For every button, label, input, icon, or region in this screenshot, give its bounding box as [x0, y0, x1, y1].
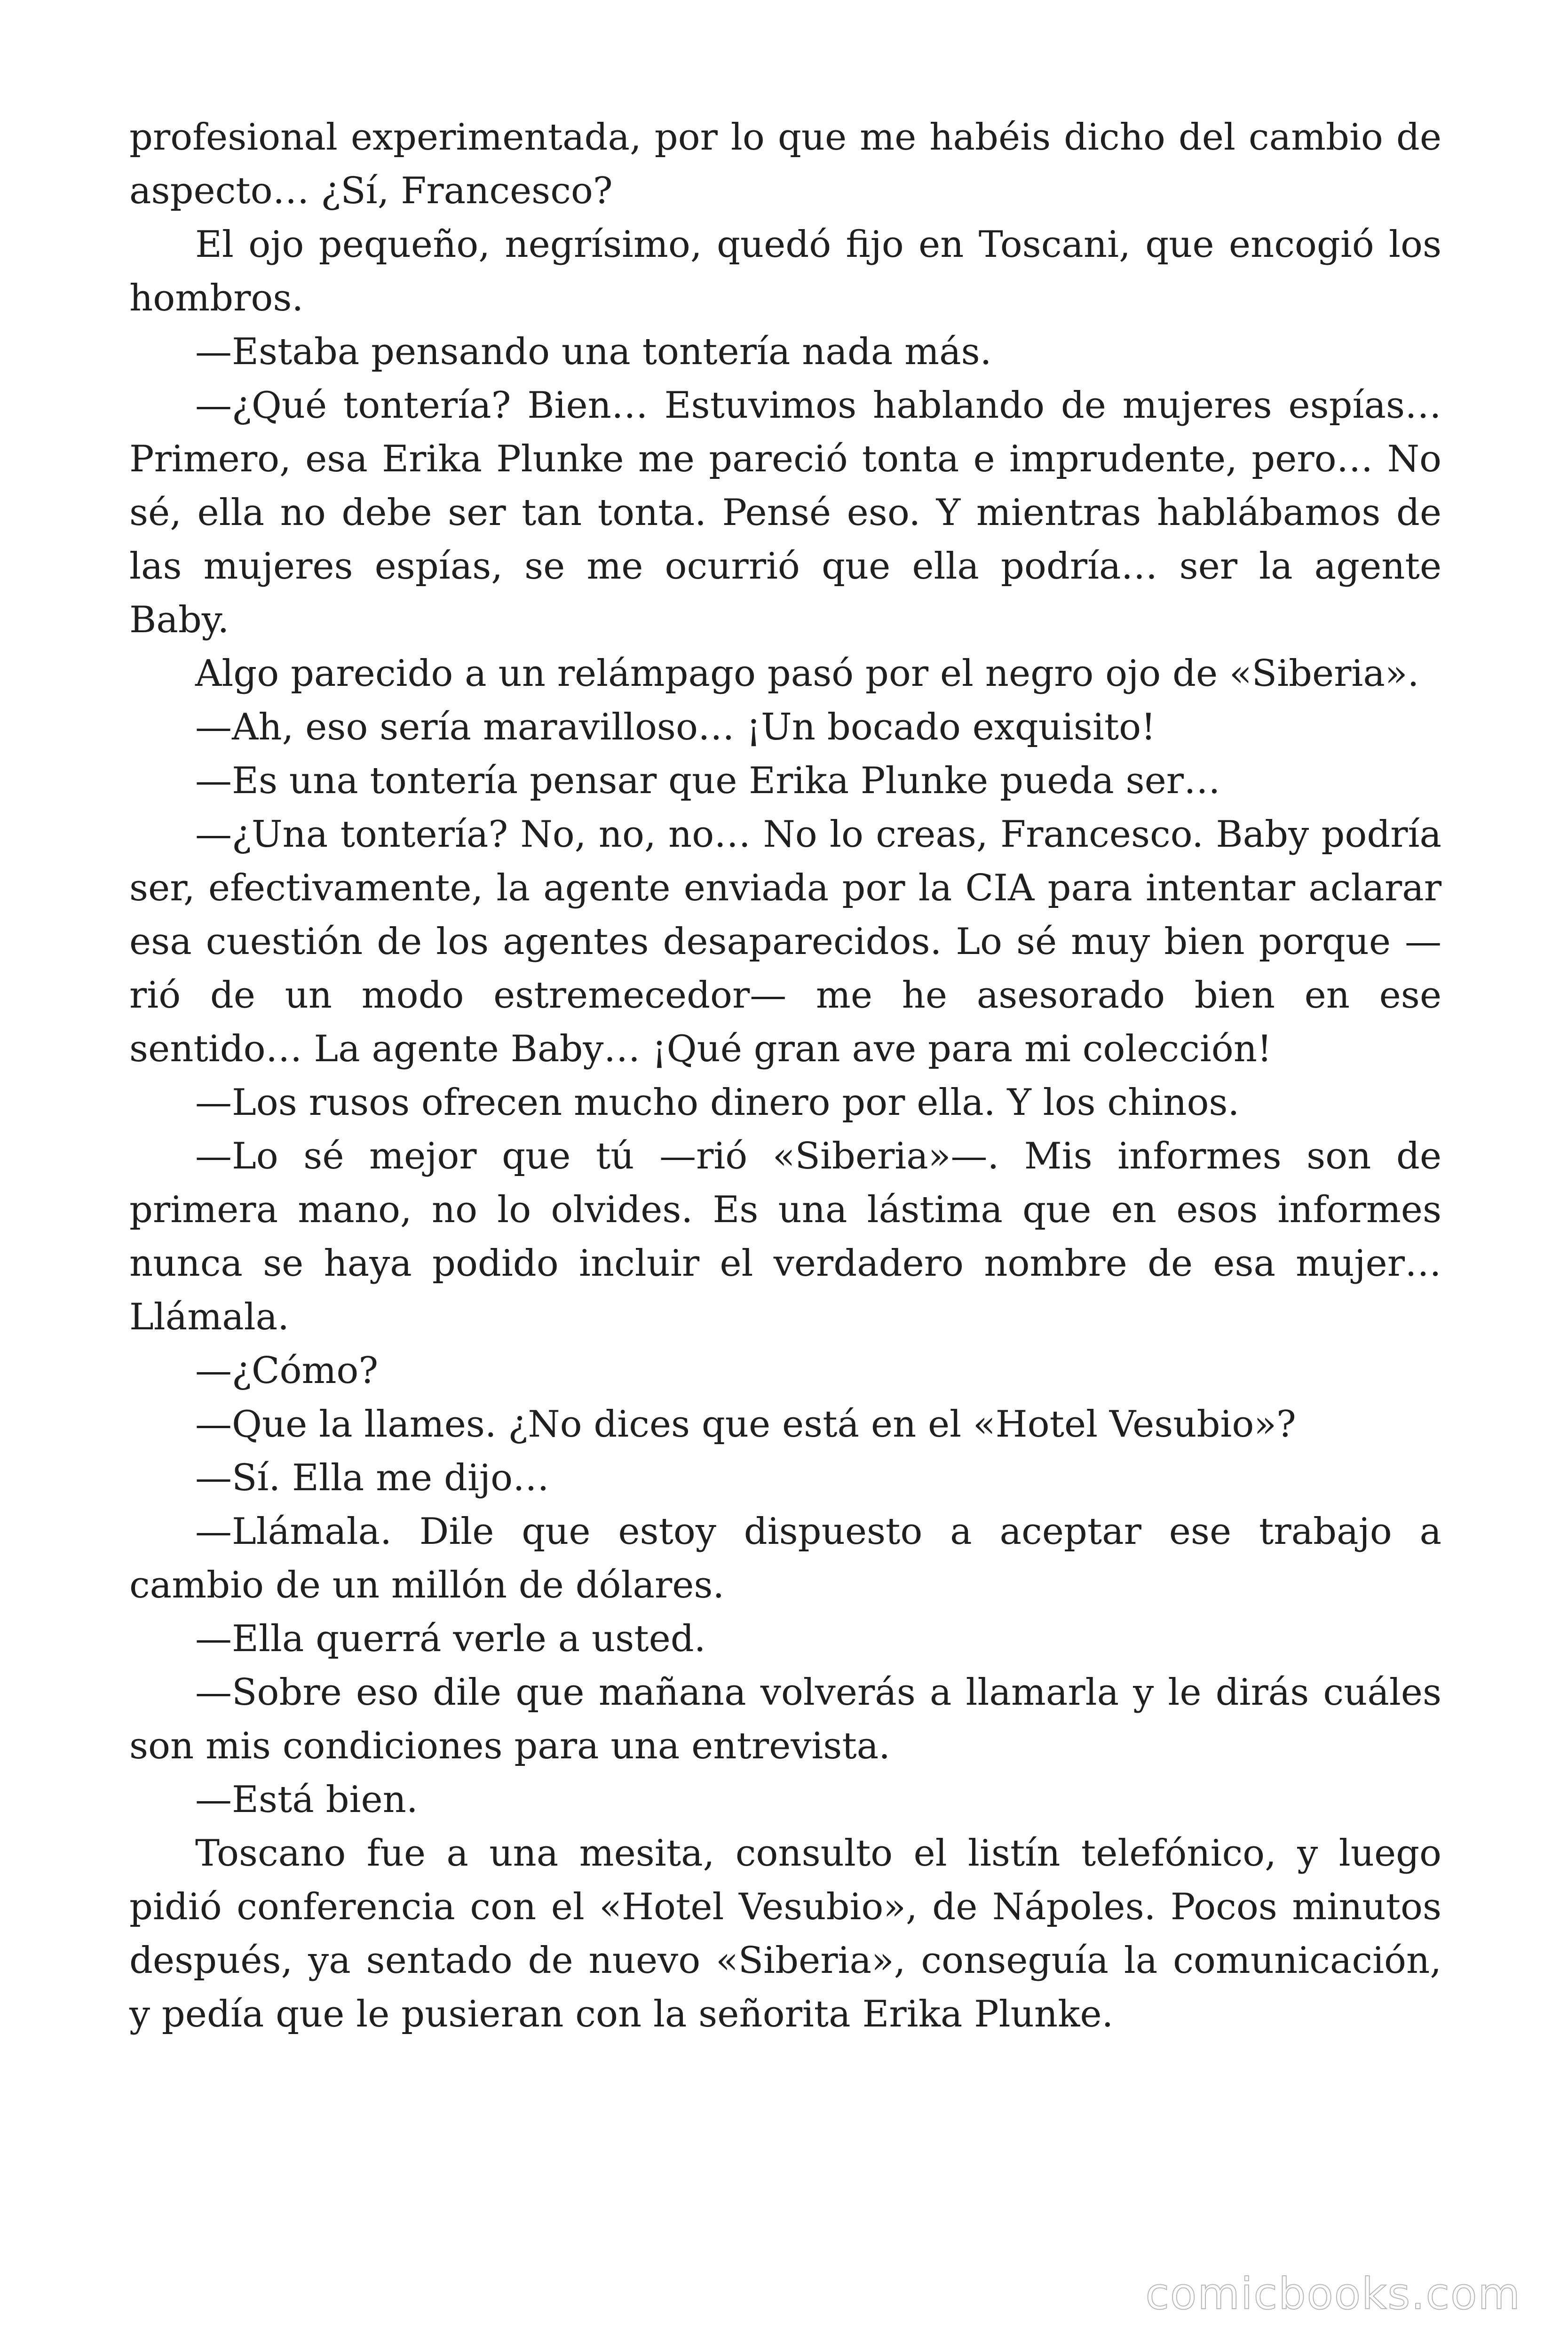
paragraph: —Ah, eso sería maravilloso… ¡Un bocado exquisito!: [195, 706, 1156, 748]
paragraph: —¿Qué tontería? Bien… Estuvimos hablando de mujeres espías… Primero, esa Erika Plunke me pareció tonta e imprudente, pero… No sé, ella no debe ser tan tonta. Pensé eso. Y mientras hablábamos de las mujeres espías, se me ocurrió que ella podría… ser la agente Baby.: [129, 384, 1441, 641]
paragraph: —Que la llames. ¿No dices que está en el «Hotel Vesubio»?: [195, 1403, 1296, 1446]
paragraph: —Estaba pensando una tontería nada más.: [195, 331, 992, 373]
paragraph: —Los rusos ofrecen mucho dinero por ella. Y los chinos.: [195, 1081, 1240, 1124]
paragraph: —Sí. Ella me dijo…: [195, 1457, 550, 1499]
paragraph: El ojo pequeño, negrísimo, quedó fijo en Toscani, que encogió los hombros.: [129, 223, 1441, 319]
paragraph: —Llámala. Dile que estoy dispuesto a aceptar ese trabajo a cambio de un millón de dólares.: [129, 1510, 1441, 1606]
paragraph: profesional experimentada, por lo que me habéis dicho del cambio de aspecto… ¿Sí, Francesco?: [129, 116, 1441, 212]
paragraph: —Está bien.: [195, 1779, 418, 1821]
paragraph: —Es una tontería pensar que Erika Plunke pueda ser…: [195, 760, 1221, 802]
paragraph: Toscano fue a una mesita, consulto el listín telefónico, y luego pidió conferencia con el «Hotel Vesubio», de Nápoles. Pocos minutos después, ya sentado de nuevo «Siberia», conseguía la comunicación, y pedía que le pusieran con la señorita Erika Plunke.: [129, 1832, 1441, 2035]
page-body: [129, 111, 1441, 2041]
paragraph: —Sobre eso dile que mañana volverás a llamarla y le dirás cuáles son mis condiciones para una entrevista.: [129, 1671, 1441, 1767]
paragraph: —¿Cómo?: [195, 1350, 379, 1392]
watermark: comicbooks.com: [1145, 2269, 1521, 2319]
paragraph: —¿Una tontería? No, no, no… No lo creas, Francesco. Baby podría ser, efectivamente, la agente enviada por la CIA para intentar aclarar esa cuestión de los agentes desaparecidos. Lo sé muy bien porque —rió de un modo estremecedor— me he asesorado bien en ese sentido… La agente Baby… ¡Qué gran ave para mi colección!: [129, 813, 1441, 1070]
paragraph: Algo parecido a un relámpago pasó por el negro ojo de «Siberia».: [195, 652, 1419, 695]
paragraph: —Ella querrá verle a usted.: [195, 1618, 706, 1660]
paragraph: —Lo sé mejor que tú —rió «Siberia»—. Mis informes son de primera mano, no lo olvides. Es una lástima que en esos informes nunca se haya podido incluir el verdadero nombre de esa mujer… Llámala.: [129, 1135, 1441, 1338]
